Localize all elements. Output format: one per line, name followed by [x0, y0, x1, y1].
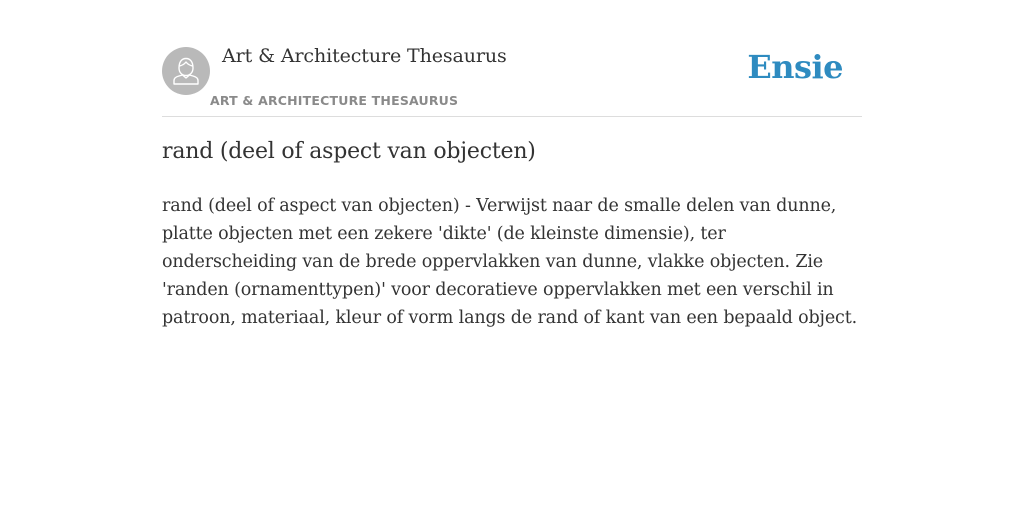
ensie-logo[interactable]: Ensie	[747, 48, 843, 86]
avatar[interactable]	[162, 47, 210, 95]
user-icon	[162, 47, 210, 95]
entry-title: rand (deel of aspect van objecten)	[162, 139, 536, 164]
page	[162, 0, 862, 512]
page-header	[162, 0, 862, 117]
entry-definition: rand (deel of aspect van objecten) - Verwijst naar de smalle delen van dunne, platte objecten met een zekere 'dikte' (de kleinste dimensie), ter onderscheiding van de brede oppervlakken van dunne, vlakke objecten. Zie 'randen (ornamenttypen)' voor decoratieve oppervlakken met een verschil in patroon, materiaal, kleur of vorm langs de rand of kant van een bepaald object.	[162, 196, 857, 328]
author-name[interactable]: Art & Architecture Thesaurus	[222, 45, 507, 67]
author-subtitle[interactable]: ART & ARCHITECTURE THESAURUS	[210, 93, 459, 108]
